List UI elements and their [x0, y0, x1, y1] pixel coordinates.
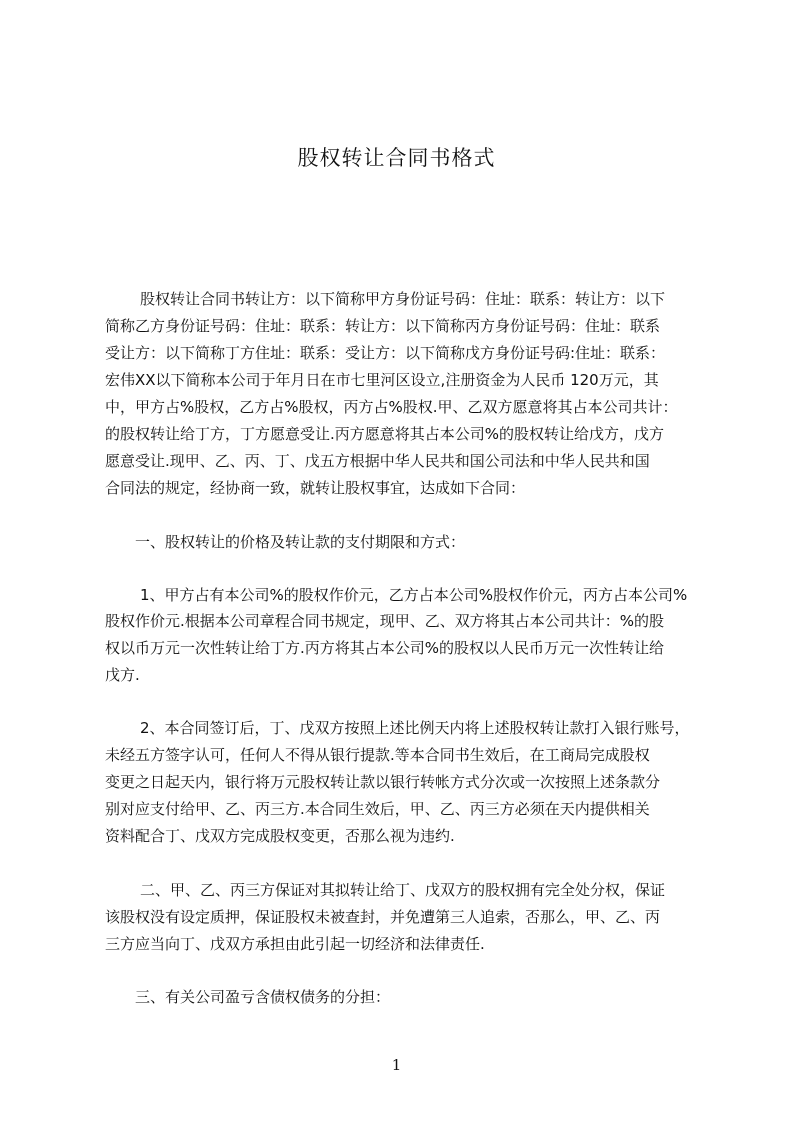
- paragraph-line: 受让方：以下简称丁方住址：联系：受让方：以下简称戊方身份证号码:住址：联系：: [105, 344, 666, 362]
- paragraph-line: 股权转让合同书转让方：以下简称甲方身份证号码：住址：联系：转让方：以下: [140, 290, 666, 308]
- paragraph-line: 的股权转让给丁方，丁方愿意受让.丙方愿意将其占本公司%的股权转让给戊方，戊方: [105, 425, 665, 443]
- paragraph-line: 宏伟XX以下简称本公司于年月日在市七里河区设立,注册资金为人民币 120万元，其: [105, 371, 659, 389]
- paragraph-line: 合同法的规定，经协商一致，就转让股权事宜，达成如下合同：: [105, 479, 526, 497]
- paragraph-line: 中，甲方占%股权，乙方占%股权，丙方占%股权.甲、乙双方愿意将其占本公司共计：: [105, 398, 678, 416]
- page-title: 股权转让合同书格式: [297, 146, 496, 170]
- paragraph-line: 三方应当向丁、戊双方承担由此引起一切经济和法律责任.: [105, 935, 485, 953]
- paragraph-line: 该股权没有设定质押，保证股权未被查封，并免遭第三人追索，否那么，甲、乙、丙: [105, 908, 661, 926]
- paragraph-line: 二、甲、乙、丙三方保证对其拟转让给丁、戊双方的股权拥有完全处分权，保证: [140, 881, 666, 899]
- paragraph-line: 变更之日起天内，银行将万元股权转让款以银行转帐方式分次或一次按照上述条款分: [105, 773, 661, 791]
- paragraph-line: 戊方.: [105, 666, 140, 684]
- paragraph-line: 资料配合丁、戊双方完成股权变更，否那么视为违约.: [105, 827, 455, 845]
- paragraph-line: 未经五方签字认可，任何人不得从银行提款.等本合同书生效后，在工商局完成股权: [105, 746, 650, 764]
- paragraph-line: 权以币万元一次性转让给丁方.丙方将其占本公司%的股权以人民币万元一次性转让给: [105, 639, 665, 657]
- paragraph-line: 1、甲方占有本公司%的股权作价元，乙方占本公司%股权作价元，丙方占本公司%: [140, 586, 688, 604]
- paragraph-line: 2、本合同签订后，丁、戊双方按照上述比例天内将上述股权转让款打入银行账号，: [140, 719, 690, 737]
- section-heading: 三、有关公司盈亏含债权债务的分担：: [135, 988, 391, 1006]
- section-heading: 一、股权转让的价格及转让款的支付期限和方式：: [135, 533, 466, 551]
- paragraph-line: 股权作价元.根据本公司章程合同书规定，现甲、乙、双方将其占本公司共计：%的股: [105, 612, 665, 630]
- paragraph-line: 简称乙方身份证号码：住址：联系：转让方：以下简称丙方身份证号码：住址：联系: [105, 317, 661, 335]
- paragraph-line: 别对应支付给甲、乙、丙三方.本合同生效后，甲、乙、丙三方必须在天内提供相关: [105, 800, 650, 818]
- page-number: 1: [391, 1056, 402, 1074]
- paragraph-line: 愿意受让.现甲、乙、丙、丁、戊五方根据中华人民共和国公司法和中华人民共和国: [105, 452, 650, 470]
